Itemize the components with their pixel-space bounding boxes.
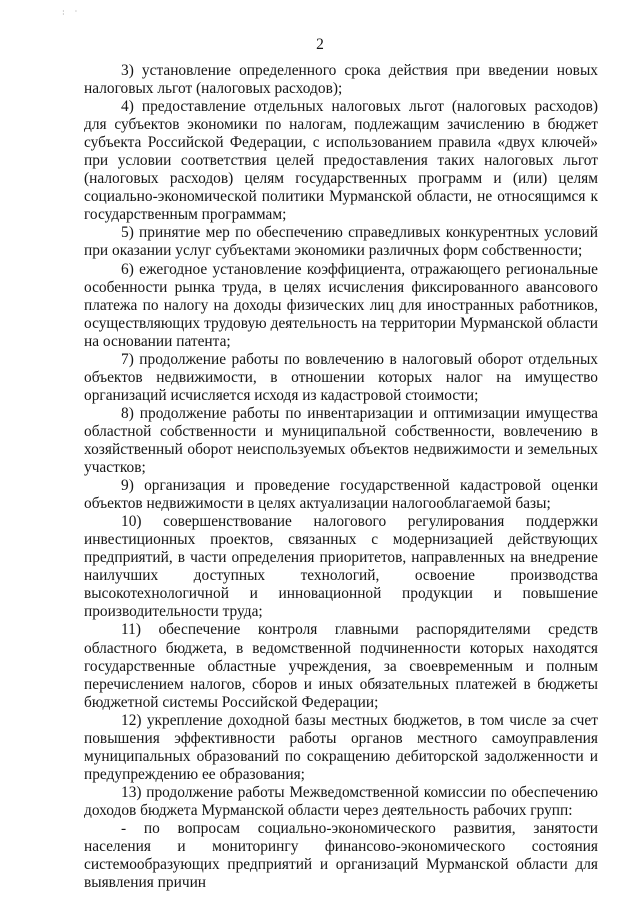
list-item-9: 9) организация и проведение государственной кадастровой оценки объектов недвижимости в целях актуализации налогооблагаемой базы;	[84, 477, 598, 513]
scan-artifact: · · ·	[62, 7, 82, 19]
list-item-5: 5) принятие мер по обеспечению справедливых конкурентных условий при оказании услуг субъектами экономики различных форм собственности;	[84, 224, 598, 260]
document-body	[84, 62, 598, 892]
page-number: 2	[316, 36, 324, 53]
list-item-7: 7) продолжение работы по вовлечению в налоговый оборот отдельных объектов недвижимости, в отношении которых налог на имущество организаций исчисляется исходя из кадастровой стоимости;	[84, 350, 598, 404]
list-item-13: 13) продолжение работы Межведомственной комиссии по обеспечению доходов бюджета Мурманской области через деятельность рабочих групп:	[84, 783, 598, 819]
list-item-3: 3) установление определенного срока действия при введении новых налоговых льгот (налоговых расходов);	[84, 62, 598, 98]
list-item-11: 11) обеспечение контроля главными распорядителями средств областного бюджета, в ведомственной подчиненности которых находятся государственные областные учреждения, за своевременным и полным перечислением налогов, сборов и иных обязательных платежей в бюджеты бюджетной системы Российской Федерации;	[84, 621, 598, 711]
sub-item-working-group: - по вопросам социально-экономического развития, занятости населения и мониторингу финансово-экономического состояния системообразующих предприятий и организаций Мурманской области для выявления причин	[84, 819, 598, 892]
list-item-4: 4) предоставление отдельных налоговых льгот (налоговых расходов) для субъектов экономики по налогам, подлежащим зачислению в бюджет субъекта Российской Федерации, с использованием правила «двух ключей» при условии соответствия целей предоставления таких налоговых льгот (налоговых расходов) целям государственных программ и (или) целям социально-экономической политики Мурманской области, не относящимся к государственным программам;	[84, 98, 598, 224]
list-item-10: 10) совершенствование налогового регулирования поддержки инвестиционных проектов, связанных с модернизацией действующих предприятий, в части определения приоритетов, направленных на внедрение наилучших доступных технологий, освоение производства высокотехнологичной и инновационной продукции и повышение производительности труда;	[84, 513, 598, 621]
list-item-8: 8) продолжение работы по инвентаризации и оптимизации имущества областной собственности и муниципальной собственности, вовлечению в хозяйственный оборот неиспользуемых объектов недвижимости и земельных участков;	[84, 404, 598, 477]
list-item-12: 12) укрепление доходной базы местных бюджетов, в том числе за счет повышения эффективности работы органов местного самоуправления муниципальных образований по сокращению дебиторской задолженности и предупреждению ее образования;	[84, 711, 598, 783]
list-item-6: 6) ежегодное установление коэффициента, отражающего региональные особенности рынка труда, в целях исчисления фиксированного авансового платежа по налогу на доходы физических лиц для иностранных работников, осуществляющих трудовую деятельность на территории Мурманской области на основании патента;	[84, 260, 598, 350]
